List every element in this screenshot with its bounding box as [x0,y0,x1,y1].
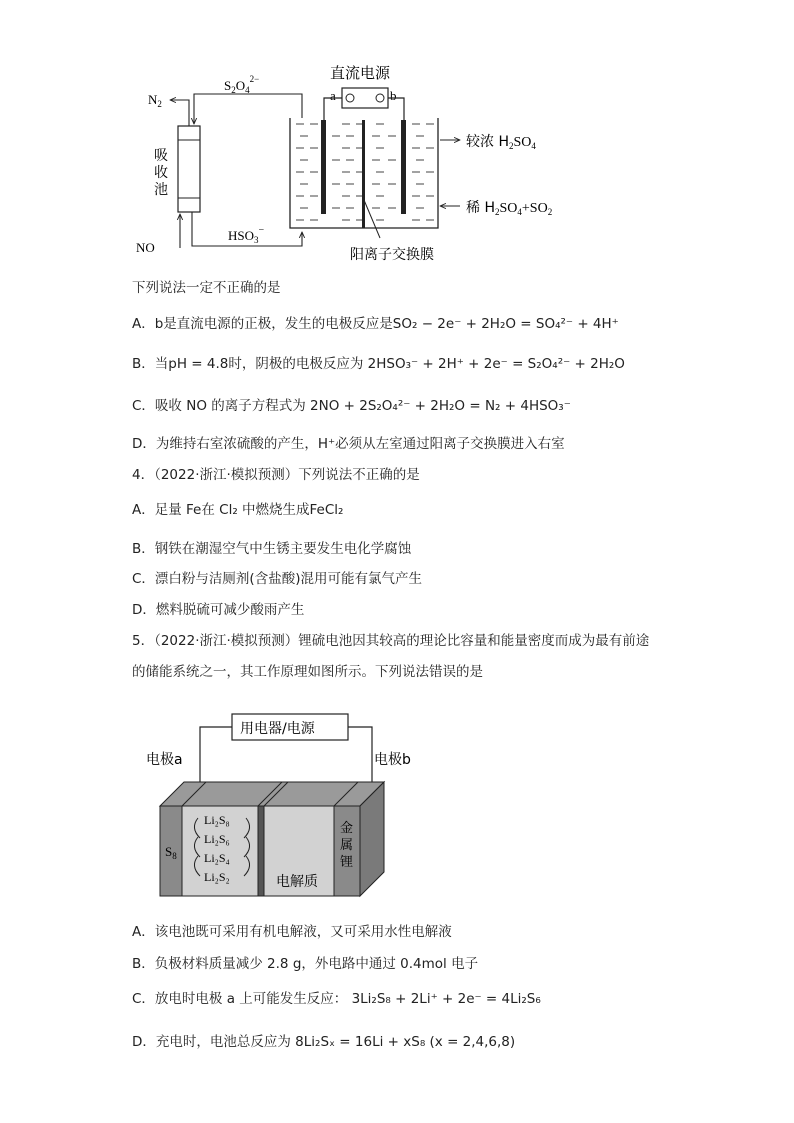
species-li2s2: Li₂S₂ [204,870,230,884]
absorber-label-2: 收 [154,165,168,181]
lithium-label-1: 金 [340,821,354,836]
concentrated-h2so4-label: 较浓 $H_2SO_4$ [466,134,536,151]
q4-option-b: B．钢铁在潮湿空气中生锈主要发生电化学腐蚀 [132,541,412,557]
n2-label: $N_2$ [148,92,162,109]
terminal-a: a [330,88,336,103]
q3-option-b: B．当pH = 4.8时，阴极的电极反应为 2HSO₃⁻ + 2H⁺ + 2e⁻ = S₂O₄²⁻ + 2H₂O [132,356,625,372]
q3-stem: 下列说法一定不正确的是 [132,280,281,296]
power-source-label: 直流电源 [330,64,391,82]
electrode-left [321,120,326,214]
electrolysis-tank [290,118,438,228]
q4-option-c: C．漂白粉与洁厕剂(含盐酸)混用可能有氯气产生 [132,571,422,587]
separator [258,806,264,896]
q5-stem-line-2: 的储能系统之一，其工作原理如图所示。下列说法错误的是 [132,664,483,680]
lithium-label-3: 锂 [340,855,354,870]
q3-option-a: A．b是直流电源的正极，发生的电极反应是SO₂ − 2e⁻ + 2H₂O = SO₄²⁻ + 4H⁺ [132,316,619,332]
s2o4-label: $S_2O_4^{2-}$ [224,74,260,95]
q5-option-b: B．负极材料质量减少 2.8 g，外电路中通过 0.4mol 电子 [132,956,479,972]
device-label: 用电器/电源 [240,721,315,737]
electrode-b-label: 电极b [374,752,411,768]
dilute-h2so4-so2-label: 稀 $H_2SO_4+SO_2$ [466,200,553,217]
species-li2s8: Li₂S₈ [204,813,230,827]
absorber-label-3: 池 [154,182,168,198]
s8-label: $S_8$ [165,844,177,861]
electrolyte-label: 电解质 [276,874,318,890]
q3-option-c: C．吸收 NO 的离子方程式为 2NO + 2S₂O₄²⁻ + 2H₂O = N₂ + 4HSO₃⁻ [132,398,571,414]
electrode-a-label: 电极a [146,752,183,768]
electrolysis-diagram [128,60,588,270]
hso3-label: $HSO_3^-$ [228,225,265,245]
terminal-b: b [390,88,397,103]
q4-option-a: A．足量 Fe在 Cl₂ 中燃烧生成FeCl₂ [132,502,344,518]
li-s-battery-diagram [140,706,440,902]
cation-exchange-membrane [362,120,365,228]
q5-stem-line-1: 5．（2022·浙江·模拟预测）锂硫电池因其较高的理论比容量和能量密度而成为最有前途 [132,633,650,649]
q4-option-d: D．燃料脱硫可减少酸雨产生 [132,602,305,618]
membrane-label: 阳离子交换膜 [350,247,434,263]
absorber-column [178,126,200,212]
q3-option-d: D．为维持右室浓硫酸的产生，H⁺必须从左室通过阳离子交换膜进入右室 [132,436,565,452]
lithium-label-2: 属 [340,838,354,853]
electrode-right [401,120,406,214]
q5-option-d: D．充电时，电池总反应为 8Li₂Sₓ = 16Li + xS₈ (x = 2,4,6,8) [132,1034,516,1050]
species-li2s4: Li₂S₄ [204,851,230,865]
absorber-label-1: 吸 [154,148,168,164]
q4-stem: 4．（2022·浙江·模拟预测）下列说法不正确的是 [132,467,420,483]
species-li2s6: Li₂S₆ [204,832,230,846]
q5-option-a: A．该电池既可采用有机电解液，又可采用水性电解液 [132,924,452,940]
no-label: NO [136,240,155,255]
q5-option-c: C．放电时电极 a 上可能发生反应： 3Li₂S₈ + 2Li⁺ + 2e⁻ = 4Li₂S₆ [132,991,541,1007]
